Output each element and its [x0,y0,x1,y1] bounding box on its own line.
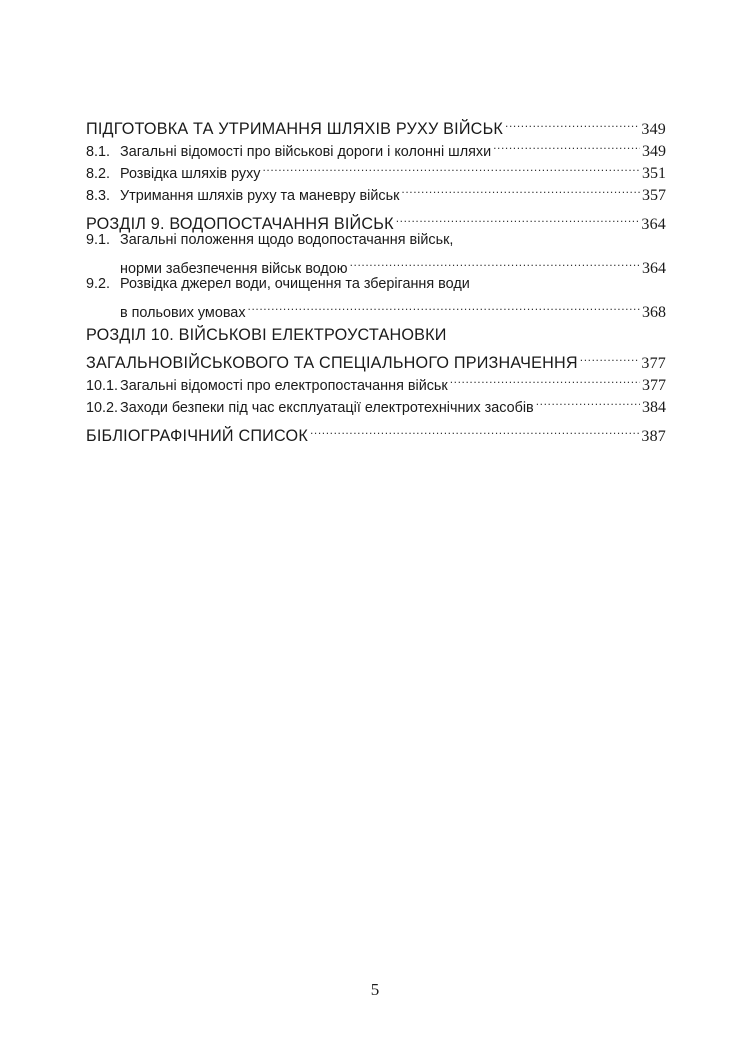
dot-leader [396,207,640,229]
toc-item-number: 10.2. [86,400,119,416]
toc-bibliography[interactable] [86,419,666,445]
dot-leader [536,390,640,412]
toc-chapter-8[interactable] [86,112,666,138]
toc-page-number: 349 [642,143,666,160]
toc-item-number: 8.1. [86,144,111,160]
toc-item-title: Розвідка шляхів руху [120,166,261,182]
toc-item-number: 9.1. [86,232,111,248]
table-of-contents [86,112,666,445]
toc-chapter-10-line1[interactable] [86,324,666,346]
toc-page-number: 364 [642,260,666,277]
dot-leader [310,419,639,441]
toc-chapter-title: РОЗДІЛ 9. ВОДОПОСТАЧАННЯ ВІЙСЬК [86,215,394,233]
toc-page-number: 368 [642,304,666,321]
toc-item-title: Заходи безпеки під час експлуатації електротехнічних засобів [120,400,534,416]
toc-item-9-1-line2[interactable] [86,251,666,277]
toc-page-number: 377 [642,377,666,394]
dot-leader [450,368,640,390]
toc-item-title: Розвідка джерел води, очищення та зберігання води [120,276,470,292]
toc-chapter-title: БІБЛІОГРАФІЧНИЙ СПИСОК [86,427,308,445]
toc-item-9-2-line2[interactable] [86,295,666,321]
dot-leader [580,346,640,368]
toc-page-number: 349 [641,121,666,138]
toc-item-9-2-line1[interactable] [86,273,666,295]
page-footer-number: 5 [370,980,380,999]
toc-page-number: 357 [642,187,666,204]
toc-page-number: 364 [641,216,666,233]
toc-page-number: 384 [642,399,666,416]
toc-item-number: 9.2. [86,276,111,292]
toc-page-number: 377 [641,355,666,372]
toc-item-9-1-line1[interactable] [86,229,666,251]
toc-chapter-10-line2[interactable] [86,346,666,372]
toc-chapter-title: ЗАГАЛЬНОВІЙСЬКОВОГО ТА СПЕЦІАЛЬНОГО ПРИЗНАЧЕННЯ [86,354,578,372]
toc-chapter-title: ПІДГОТОВКА ТА УТРИМАННЯ ШЛЯХІВ РУХУ ВІЙСЬК [86,120,504,138]
toc-item-title: Утримання шляхів руху та маневру військ [120,188,400,204]
dot-leader [493,134,640,156]
toc-chapter-9[interactable] [86,207,666,233]
dot-leader [401,178,640,200]
dot-leader [262,156,640,178]
toc-page-number: 387 [641,428,666,445]
toc-item-number: 8.3. [86,188,111,204]
dot-leader [350,251,640,273]
dot-leader [248,295,640,317]
toc-item-title: Загальні відомості про військові дороги і колонні шляхи [120,144,492,160]
dot-leader [505,112,639,134]
toc-item-number: 10.1. [86,378,119,394]
toc-item-title: норми забезпечення військ водою [120,261,348,277]
toc-chapter-title: РОЗДІЛ 10. ВІЙСЬКОВІ ЕЛЕКТРОУСТАНОВКИ [86,326,447,344]
toc-item-title: Загальні положення щодо водопостачання військ, [120,232,454,248]
toc-item-title: в польових умовах [120,305,246,321]
toc-item-number: 8.2. [86,166,111,182]
toc-item-title: Загальні відомості про електропостачання військ [120,378,448,394]
toc-page-number: 351 [642,165,666,182]
